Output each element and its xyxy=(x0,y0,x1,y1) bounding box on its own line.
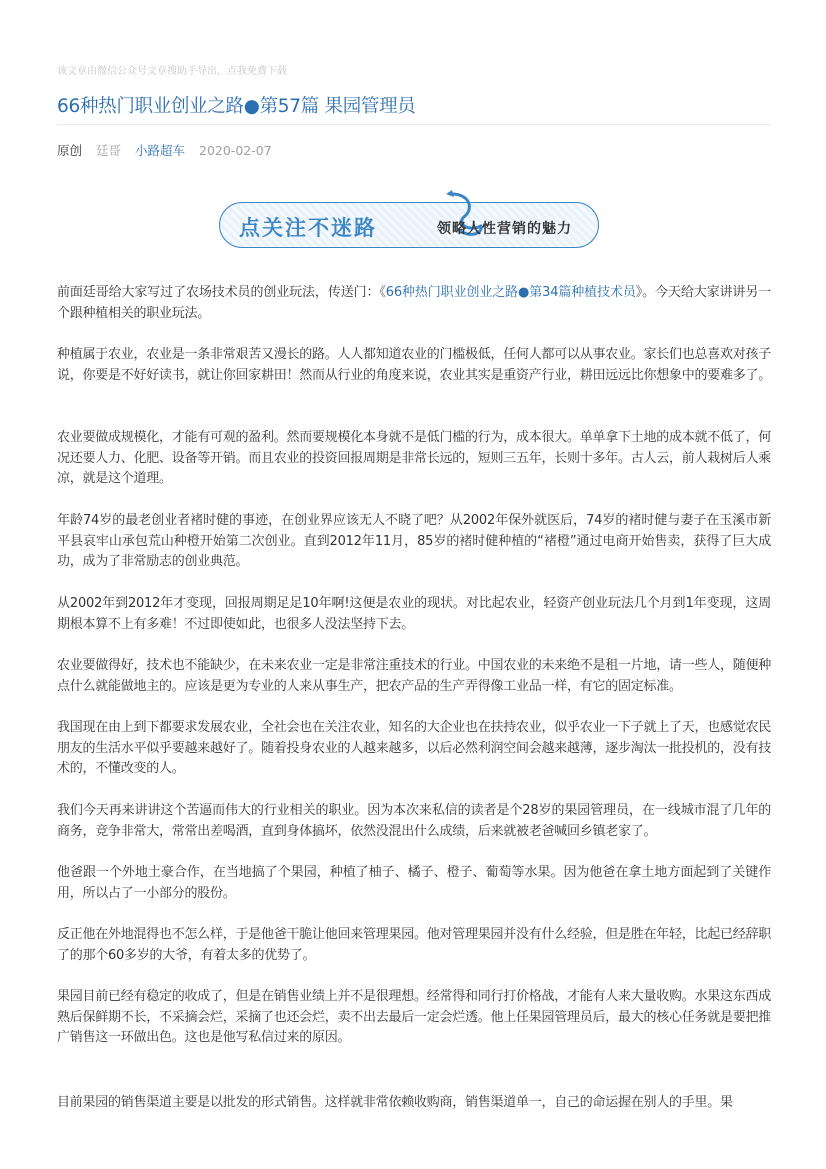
export-watermark-link[interactable]: 该文章由微信公众号文章搜助手导出，点我免费下载 xyxy=(57,66,287,77)
paragraph: 反正他在外地混得也不怎么样，于是他爸干脆让他回来管理果园。他对管理果园并没有什么经验，但是胜在年轻，比起已经辞职了的那个60多岁的大爷，有着太多的优势了。 xyxy=(57,927,772,963)
publish-date: 2020-02-07 xyxy=(199,143,272,158)
paragraph: 种植属于农业，农业是一条非常艰苦又漫长的路。人人都知道农业的门槛极低，任何人都可以从事农业。家长们也总喜欢对孩子说，你要是不好好读书，就让你回家耕田！然而从行业的角度来说，农业其实是重资产行业，耕田远远比你想象中的要难多了。 xyxy=(57,347,772,383)
paragraph: 年龄74岁的最老创业者褚时健的事迹，在创业界应该无人不晓了吧？从2002年保外就医后，74岁的褚时健与妻子在玉溪市新平县哀牢山承包荒山种橙开始第二次创业。直到2012年11月，85岁的褚时健种植的“褚橙”通过电商开始售卖，获得了巨大成功，成为了非常励志的创业典范。 xyxy=(57,513,771,570)
article-meta xyxy=(57,141,282,159)
paragraph: 他爸跟一个外地土豪合作，在当地搞了个果园，种植了柚子、橘子、橙子、葡萄等水果。因为他爸在拿土地方面起到了关键作用，所以占了一小部分的股份。 xyxy=(57,865,771,901)
article-link[interactable]: 66种热门职业创业之路●第34篇种植技术员 xyxy=(385,285,636,300)
article-title: 66种热门职业创业之路●第57篇 果园管理员 xyxy=(57,96,416,117)
original-label: 原创 xyxy=(57,143,83,158)
paragraph: 从2002年到2012年才变现，回报周期足足10年啊!这便是农业的现状。对比起农业，轻资产创业玩法几个月到1年变现，这周期根本算不上有多难！不过即使如此，也很多人没法坚持下去。 xyxy=(57,596,771,632)
author-name: 廷哥 xyxy=(96,143,122,158)
account-link[interactable]: 小路超车 xyxy=(135,143,186,158)
paragraph: 目前果园的销售渠道主要是以批发的形式销售。这样就非常依赖收购商，销售渠道单一，自己的命运握在别人的手里。果 xyxy=(57,1095,733,1110)
paragraph: 前面廷哥给大家写过了农场技术员的创业玩法，传送门：《66种热门职业创业之路●第34篇种植技术员》。今天给大家讲讲另一个跟种植相关的职业玩法。 xyxy=(57,285,771,321)
title-divider xyxy=(57,124,771,125)
banner-slogan-text: 领略人性营销的魅力 xyxy=(437,221,572,237)
paragraph: 我们今天再来讲讲这个苦逼而伟大的行业相关的职业。因为本次来私信的读者是个28岁的果园管理员，在一线城市混了几年的商务，竞争非常大，常常出差喝酒，直到身体搞坏，依然没混出什么成绩，后来就被老爸喊回乡镇老家了。 xyxy=(57,803,771,839)
banner-follow-text: 点关注不迷路 xyxy=(239,216,377,240)
paragraph: 我国现在由上到下都要求发展农业，全社会也在关注农业，知名的大企业也在扶持农业，似乎农业一下子就上了天，也感觉农民朋友的生活水平似乎要越来越好了。随着投身农业的人越来越多，以后必然利润空间会越来越薄，逐步淘汰一批投机的，没有技术的，不懂改变的人。 xyxy=(57,720,772,777)
follow-banner xyxy=(219,186,601,252)
paragraph: 农业要做成规模化，才能有可观的盈利。然而要规模化本身就不是低门槛的行为，成本很大。单单拿下土地的成本就不低了，何况还要人力、化肥、设备等开销。而且农业的投资回报周期是非常长远的，短则三五年，长则十多年。古人云，前人栽树后人乘凉，就是这个道理。 xyxy=(57,430,772,487)
paragraph: 农业要做得好，技术也不能缺少，在未来农业一定是非常注重技术的行业。中国农业的未来绝不是租一片地，请一些人，随便种点什么就能做地主的。应该是更为专业的人来从事生产，把农产品的生产弄得像工业品一样，有它的固定标准。 xyxy=(57,658,772,694)
paragraph: 果园目前已经有稳定的收成了，但是在销售业绩上并不是很理想。经常得和同行打价格战，才能有人来大量收购。水果这东西成熟后保鲜期不长，不采摘会烂，采摘了也还会烂，卖不出去最后一定会烂透。他上任果园管理员后，最大的核心任务就是要把推广销售这一环做出色。这也是他写私信过来的原因。 xyxy=(57,989,772,1046)
